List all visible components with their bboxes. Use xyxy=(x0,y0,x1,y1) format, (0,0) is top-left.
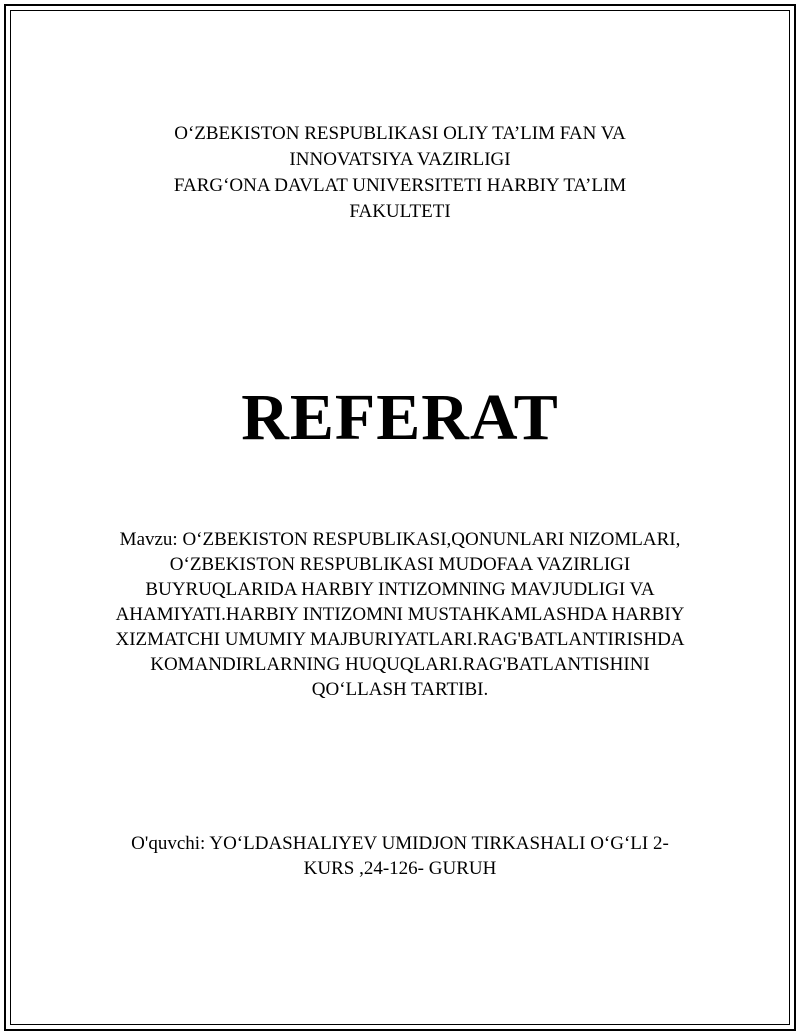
institution-header xyxy=(100,121,700,225)
document-title: REFERAT xyxy=(241,381,559,454)
header-line: O‘ZBEKISTON RESPUBLIKASI OLIY TA’LIM FAN VA xyxy=(174,123,626,144)
topic-block xyxy=(100,527,700,702)
header-line: INNOVATSIYA VAZIRLIGI xyxy=(289,149,511,170)
student-line: O'quvchi: YO‘LDASHALIYEV UMIDJON TIRKASHALI O‘G‘LI 2- xyxy=(131,833,669,854)
topic-line: BUYRUQLARIDA HARBIY INTIZOMNING MAVJUDLIGI VA xyxy=(145,579,655,600)
topic-line: XIZMATCHI UMUMIY MAJBURIYATLARI.RAG'BATLANTIRISHDA xyxy=(115,629,685,650)
topic-line: O‘ZBEKISTON RESPUBLIKASI MUDOFAA VAZIRLIGI xyxy=(169,554,631,575)
topic-line: QO‘LLASH TARTIBI. xyxy=(311,679,489,700)
header-line: FARG‘ONA DAVLAT UNIVERSITETI HARBIY TA’LIM xyxy=(173,175,627,196)
header-line: FAKULTETI xyxy=(349,201,451,222)
student-info xyxy=(100,831,700,881)
topic-line: AHAMIYATI.HARBIY INTIZOMNI MUSTAHKAMLASHDA HARBIY xyxy=(115,604,685,625)
topic-line: KOMANDIRLARNING HUQUQLARI.RAG'BATLANTISHINI xyxy=(150,654,650,675)
topic-line: Mavzu: O‘ZBEKISTON RESPUBLIKASI,QONUNLARI NIZOMLARI, xyxy=(119,529,681,550)
student-line: KURS ,24-126- GURUH xyxy=(303,858,497,879)
